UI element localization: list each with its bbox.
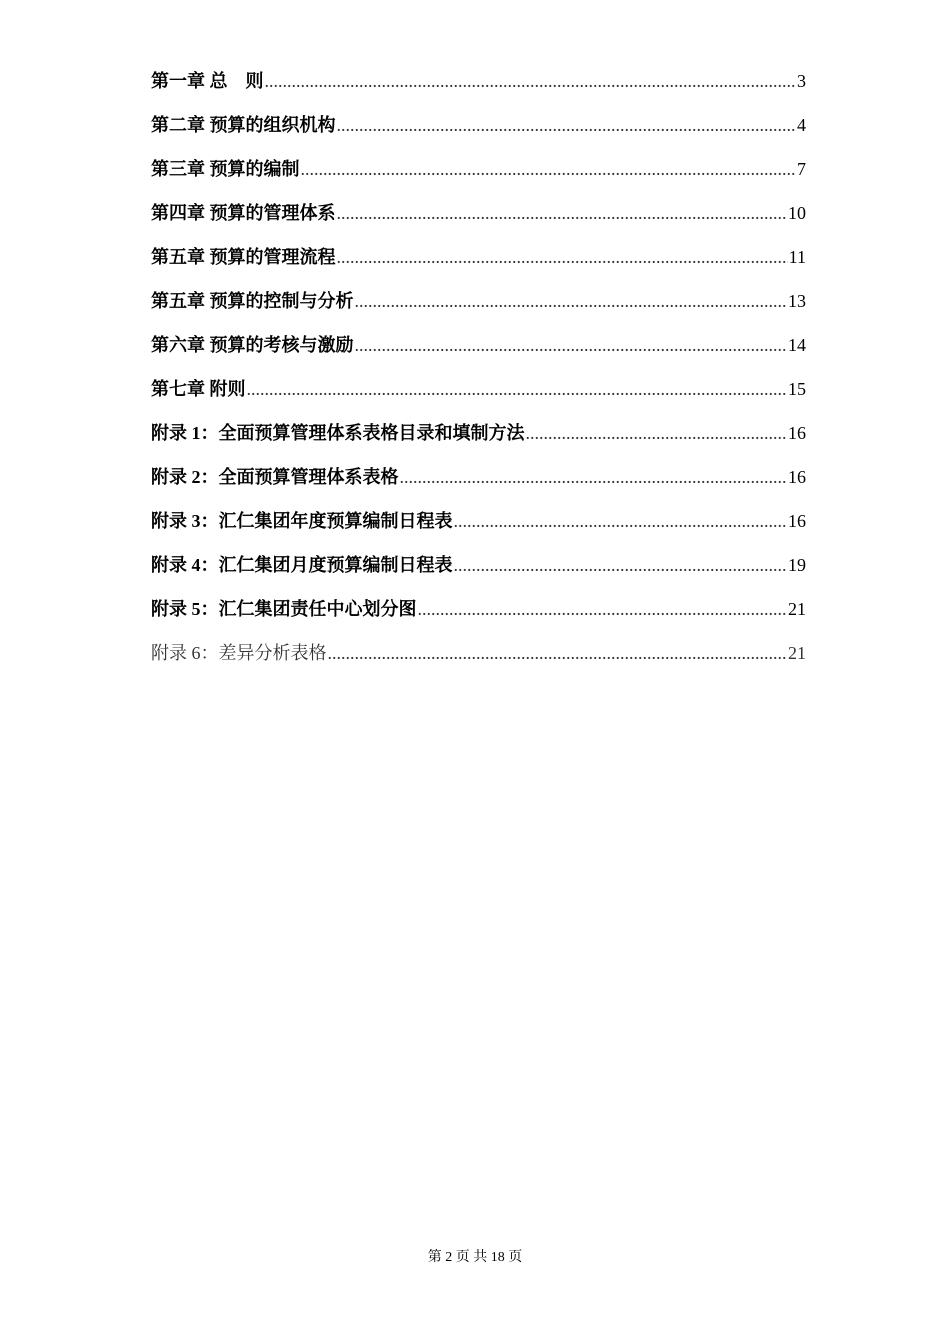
- toc-entry[interactable]: [151, 59, 806, 103]
- toc-entry-page: 3: [797, 71, 806, 91]
- toc-entry[interactable]: [151, 367, 806, 411]
- toc-entry-label: 附录 4：汇仁集团月度预算编制日程表: [151, 555, 453, 575]
- toc-entry[interactable]: [151, 191, 806, 235]
- toc-leader-dots: [337, 191, 788, 235]
- toc-entry-label: 附录 1：全面预算管理体系表格目录和填制方法: [151, 423, 525, 443]
- toc-leader-dots: [337, 103, 797, 147]
- toc-leader-dots: [400, 455, 788, 499]
- toc-entry-label: 第六章 预算的考核与激励: [151, 335, 354, 355]
- toc-entry[interactable]: [151, 455, 806, 499]
- toc-entry-page: 16: [788, 467, 806, 487]
- toc-entry-page: 13: [788, 291, 806, 311]
- toc-entry-page: 10: [788, 203, 806, 223]
- toc-entry-label: 第五章 预算的管理流程: [151, 247, 336, 267]
- toc-leader-dots: [355, 323, 788, 367]
- toc-entry[interactable]: [151, 147, 806, 191]
- toc-entry[interactable]: [151, 631, 806, 675]
- toc-entry[interactable]: [151, 411, 806, 455]
- toc-leader-dots: [526, 411, 788, 455]
- toc-entry-page: 7: [797, 159, 806, 179]
- toc-leader-dots: [328, 631, 788, 675]
- toc-entry-page: 19: [788, 555, 806, 575]
- toc-entry-label: 附录 6：差异分析表格: [151, 643, 327, 663]
- toc-entry[interactable]: [151, 323, 806, 367]
- toc-entry-label: 第二章 预算的组织机构: [151, 115, 336, 135]
- toc-entry[interactable]: [151, 279, 806, 323]
- table-of-contents: [151, 59, 806, 675]
- toc-entry-page: 16: [788, 511, 806, 531]
- toc-entry-page: 4: [797, 115, 806, 135]
- toc-leader-dots: [355, 279, 788, 323]
- toc-entry[interactable]: [151, 543, 806, 587]
- toc-leader-dots: [418, 587, 788, 631]
- toc-entry[interactable]: [151, 587, 806, 631]
- toc-entry[interactable]: [151, 499, 806, 543]
- toc-entry-label: 附录 5：汇仁集团责任中心划分图: [151, 599, 417, 619]
- toc-entry-page: 15: [788, 379, 806, 399]
- toc-leader-dots: [454, 543, 788, 587]
- toc-entry-page: 16: [788, 423, 806, 443]
- toc-entry-label: 附录 2：全面预算管理体系表格: [151, 467, 399, 487]
- toc-entry[interactable]: [151, 235, 806, 279]
- toc-entry-label: 第三章 预算的编制: [151, 159, 300, 179]
- toc-entry-label: 第一章 总 则: [151, 71, 264, 91]
- toc-leader-dots: [265, 59, 797, 103]
- toc-entry-page: 14: [788, 335, 806, 355]
- toc-entry-page: 11: [788, 247, 806, 267]
- toc-entry-label: 第七章 附则: [151, 379, 246, 399]
- toc-entry[interactable]: [151, 103, 806, 147]
- toc-entry-label: 附录 3：汇仁集团年度预算编制日程表: [151, 511, 453, 531]
- toc-leader-dots: [247, 367, 788, 411]
- toc-leader-dots: [337, 235, 788, 279]
- toc-leader-dots: [454, 499, 788, 543]
- toc-entry-page: 21: [788, 643, 806, 663]
- page-footer: 第 2 页 共 18 页: [427, 1250, 523, 1265]
- toc-entry-label: 第四章 预算的管理体系: [151, 203, 336, 223]
- toc-entry-page: 21: [788, 599, 806, 619]
- toc-entry-label: 第五章 预算的控制与分析: [151, 291, 354, 311]
- toc-leader-dots: [301, 147, 797, 191]
